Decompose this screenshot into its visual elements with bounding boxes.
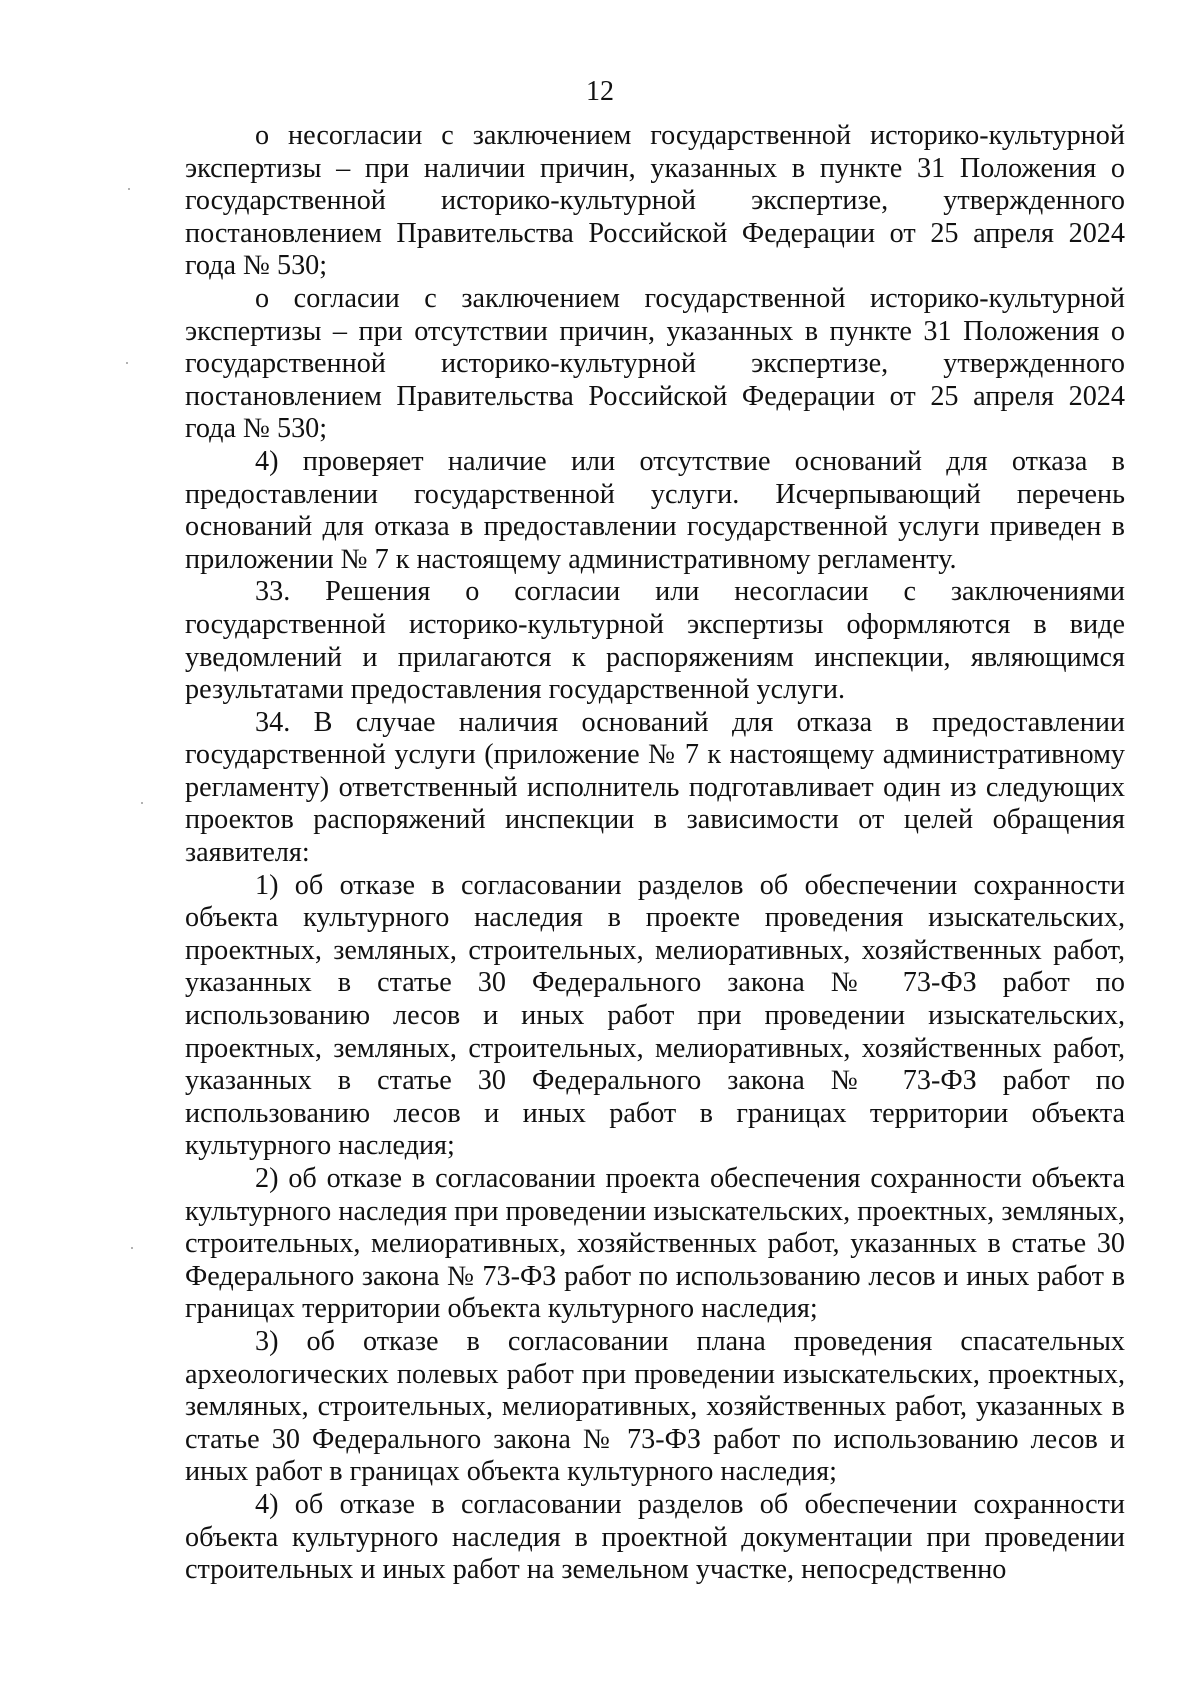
scan-speck [141, 802, 143, 804]
list-item-2: 2) об отказе в согласовании проекта обеспечения сохранности объекта культурного наследия при проведении изыскательских, проектных, земляных, строительных, мелиоративных, хозяйственных работ, указанных в статье 30 Федерального закона № 73-ФЗ работ по использованию лесов и иных работ в границах территории объекта культурного наследия; [185, 1163, 1125, 1325]
list-item-1: 1) об отказе в согласовании разделов об обеспечении сохранности объекта культурного наследия в проекте проведения изыскательских, проектных, земляных, строительных, мелиоративных, хозяйственных работ, указанных в статье 30 Федерального закона № 73-ФЗ работ по использованию лесов и иных работ при проведении изыскательских, проектных, земляных, строительных, мелиоративных, хозяйственных работ, указанных в статье 30 Федерального закона № 73-ФЗ работ по использованию лесов и иных работ в границах территории объекта культурного наследия; [185, 869, 1125, 1162]
paragraph-item-4-grounds-check: 4) проверяет наличие или отсутствие оснований для отказа в предоставлении государственной услуги. Исчерпывающий перечень оснований для отказа в предоставлении государственной услуги приведен в приложении № 7 к настоящему административному регламенту. [185, 445, 1125, 575]
page-number: 12 [586, 76, 614, 107]
list-item-4: 4) об отказе в согласовании разделов об обеспечении сохранности объекта культурного наследия в проектной документации при проведении строительных и иных работ на земельном участке, непосредственно [185, 1488, 1125, 1586]
document-body [185, 120, 1125, 1587]
scan-speck [128, 188, 130, 190]
paragraph-agreement: о согласии с заключением государственной историко-культурной экспертизы – при отсутствии причин, указанных в пункте 31 Положения о государственной историко-культурной экспертизе, утвержденного постановлением Правительства Российской Федерации от 25 апреля 2024 года № 530; [185, 282, 1125, 445]
paragraph-disagreement: о несогласии с заключением государственной историко-культурной экспертизы – при наличии причин, указанных в пункте 31 Положения о государственной историко-культурной экспертизе, утвержденного постановлением Правительства Российской Федерации от 25 апреля 2024 года № 530; [185, 120, 1125, 282]
list-item-3: 3) об отказе в согласовании плана проведения спасательных археологических полевых работ при проведении изыскательских, проектных, земляных, строительных, мелиоративных, хозяйственных работ, указанных в статье 30 Федерального закона № 73-ФЗ работ по использованию лесов и иных работ в границах объекта культурного наследия; [185, 1325, 1125, 1488]
paragraph-33: 33. Решения о согласии или несогласии с заключениями государственной историко-культурной экспертизы оформляются в виде уведомлений и прилагаются к распоряжениям инспекции, являющимся результатами предоставления государственной услуги. [185, 576, 1125, 706]
scan-speck [131, 1247, 133, 1249]
paragraph-34: 34. В случае наличия оснований для отказа в предоставлении государственной услуги (приложение № 7 к настоящему административному регламенту) ответственный исполнитель подготавливает один из следующих проектов распоряжений инспекции в зависимости от целей обращения заявителя: [185, 706, 1125, 869]
scan-speck [126, 362, 128, 364]
